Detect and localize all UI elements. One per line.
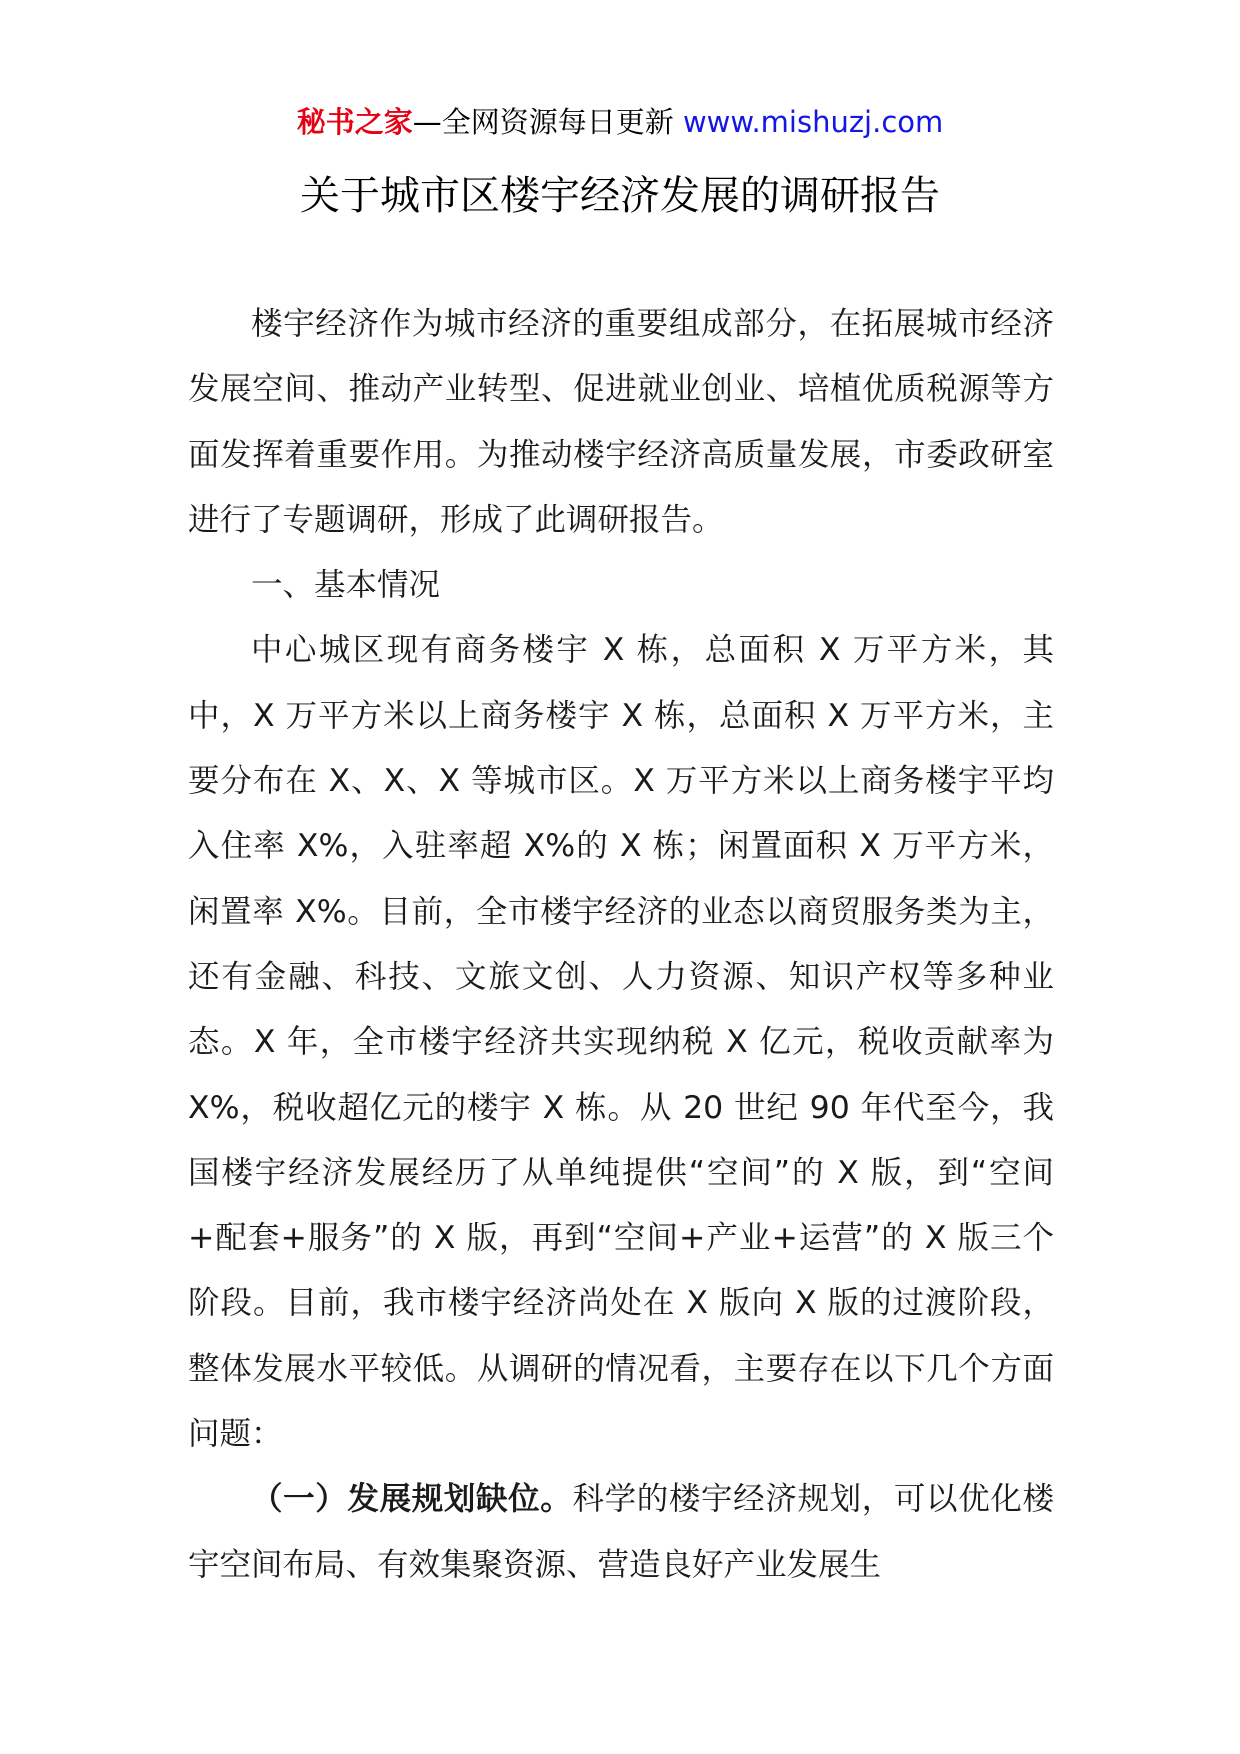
header-tagline: —全网资源每日更新: [412, 105, 683, 139]
brand-name: 秘书之家: [296, 105, 413, 139]
section-1-paragraph: [188, 1467, 1054, 1598]
intro-paragraph: 楼宇经济作为城市经济的重要组成部分，在拓展城市经济发展空间、推动产业转型、促进就业创业、培植优质税源等方面发挥着重要作用。为推动楼宇经济高质量发展，市委政研室进行了专题调研，形成了此调研报告。: [188, 306, 1054, 538]
section-1-text: 科学的楼宇经济规划，可以优化楼宇空间布局、有效集聚资源、营造良好产业发展生: [188, 1481, 1054, 1583]
document-title: 关于城市区楼宇经济发展的调研报告: [300, 173, 940, 219]
section-1-heading: （一）发展规划缺位。: [251, 1481, 573, 1518]
site-url-link[interactable]: www.mishuzj.com: [682, 105, 944, 139]
basic-situation-paragraph: 中心城区现有商务楼宇 X 栋，总面积 X 万平方米，其中，X 万平方米以上商务楼宇 X 栋，总面积 X 万平方米，主要分布在 X、X、X 等城市区。X 万平方米以上商务楼宇平均入住率 X%，入驻率超 X%的 X 栋；闲置面积 X 万平方米，闲置率 X%。目前，全市楼宇经济的业态以商贸服务类为主，还有金融、科技、文旅文创、人力资源、知识产权等多种业态。X 年，全市楼宇经济共实现纳税 X 亿元，税收贡献率为 X%，税收超亿元的楼宇 X 栋。从 20 世纪 90 年代至今，我国楼宇经济发展经历了从单纯提供“空间”的 X 版，到“空间+配套+服务”的 X 版，再到“空间+产业+运营”的 X 版三个阶段。目前，我市楼宇经济尚处在 X 版向 X 版的过渡阶段，整体发展水平较低。从调研的情况看，主要存在以下几个方面问题：: [188, 632, 1054, 1453]
section-heading-basic-situation: 一、基本情况: [251, 567, 441, 604]
site-header: [0, 102, 1240, 142]
document-body: [188, 292, 1054, 1598]
